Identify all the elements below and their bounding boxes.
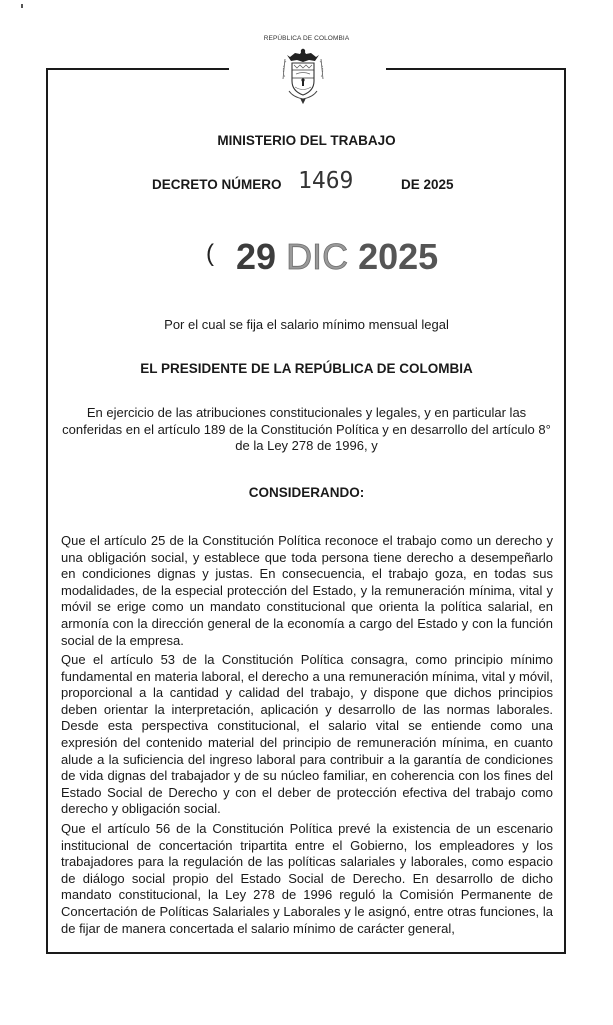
scan-speck [21, 4, 23, 8]
preamble-text: En ejercicio de las atribuciones constitucionales y legales, y en particular las conferidas en el artículo 189 de la Constitución Política y en desarrollo del artículo 8° de la Ley 278 de 1996, y [62, 405, 551, 453]
ministry-heading: MINISTERIO DEL TRABAJO [217, 133, 396, 148]
frame-bottom-rule [46, 952, 566, 954]
decree-number-row [0, 168, 613, 198]
considering-paragraph: Que el artículo 56 de la Constitución Política prevé la existencia de un escenario institucional de concertación tripartita entre el Gobierno, los empleadores y los trabajadores para la regulación de las políticas salariales y laborales, como espacio de diálogo social propio del Estado Social de Derecho. En desarrollo de dicho mandato constitucional, la Ley 278 de 1996 reguló la Comisión Permanente de Concertación de Políticas Salariales y Laborales y le asignó, entre otras funciones, la de fijar de manera concertada el salario mínimo de carácter general, [61, 821, 553, 936]
frame-top-right-rule [386, 68, 566, 70]
decree-label: DECRETO NÚMERO [152, 177, 282, 192]
decree-year: DE 2025 [401, 177, 454, 192]
decree-purpose: Por el cual se fija el salario mínimo mensual legal [164, 317, 449, 332]
date-year: 2025 [358, 236, 439, 277]
issuer-heading: EL PRESIDENTE DE LA REPÚBLICA DE COLOMBIA [140, 361, 473, 376]
date-stamp-row [0, 236, 613, 286]
considering-paragraph: Que el artículo 25 de la Constitución Política reconoce el trabajo como un derecho y una obligación social, y establece que toda persona tiene derecho a desempeñarlo en condiciones dignas y justas. En consecuencia, el trabajo goza, en todas sus modalidades, de la especial protección del Estado, y la remuneración mínima, vital y móvil se erige como un mandato constitucional que orienta la política salarial, en armonía con la dirección general de la economía a cargo del Estado y con la función social de la empresa. [61, 533, 553, 648]
date-month: DIC [286, 236, 349, 277]
country-label: REPÚBLICA DE COLOMBIA [263, 35, 350, 42]
frame-right-rule [564, 68, 566, 954]
frame-top-left-rule [47, 68, 229, 70]
frame-left-rule [46, 68, 48, 954]
decree-number: 1469 [298, 168, 354, 194]
date-stamp [236, 236, 438, 278]
coat-of-arms-icon [273, 45, 333, 105]
date-open-paren: ( [206, 240, 214, 267]
considering-heading: CONSIDERANDO: [248, 485, 365, 500]
considering-paragraph: Que el artículo 53 de la Constitución Política consagra, como principio mínimo fundamental en materia laboral, el derecho a una remuneración mínima, vital y móvil, proporcional a la cantidad y calidad del trabajo, y dispone que dichos principios deben orientar la interpretación, aplicación y desarrollo de las normas laborales. Desde esta perspectiva constitucional, el salario vital se entiende como una expresión del contenido material del principio de remuneración mínima, en cuanto alude a la suficiencia del ingreso laboral para contribuir a la garantía de condiciones de vida dignas del trabajador y de su núcleo familiar, en coherencia con los fines del Estado Social de Derecho y con el deber de protección efectiva del trabajo como derecho y obligación social. [61, 652, 553, 817]
date-day: 29 [236, 236, 277, 277]
